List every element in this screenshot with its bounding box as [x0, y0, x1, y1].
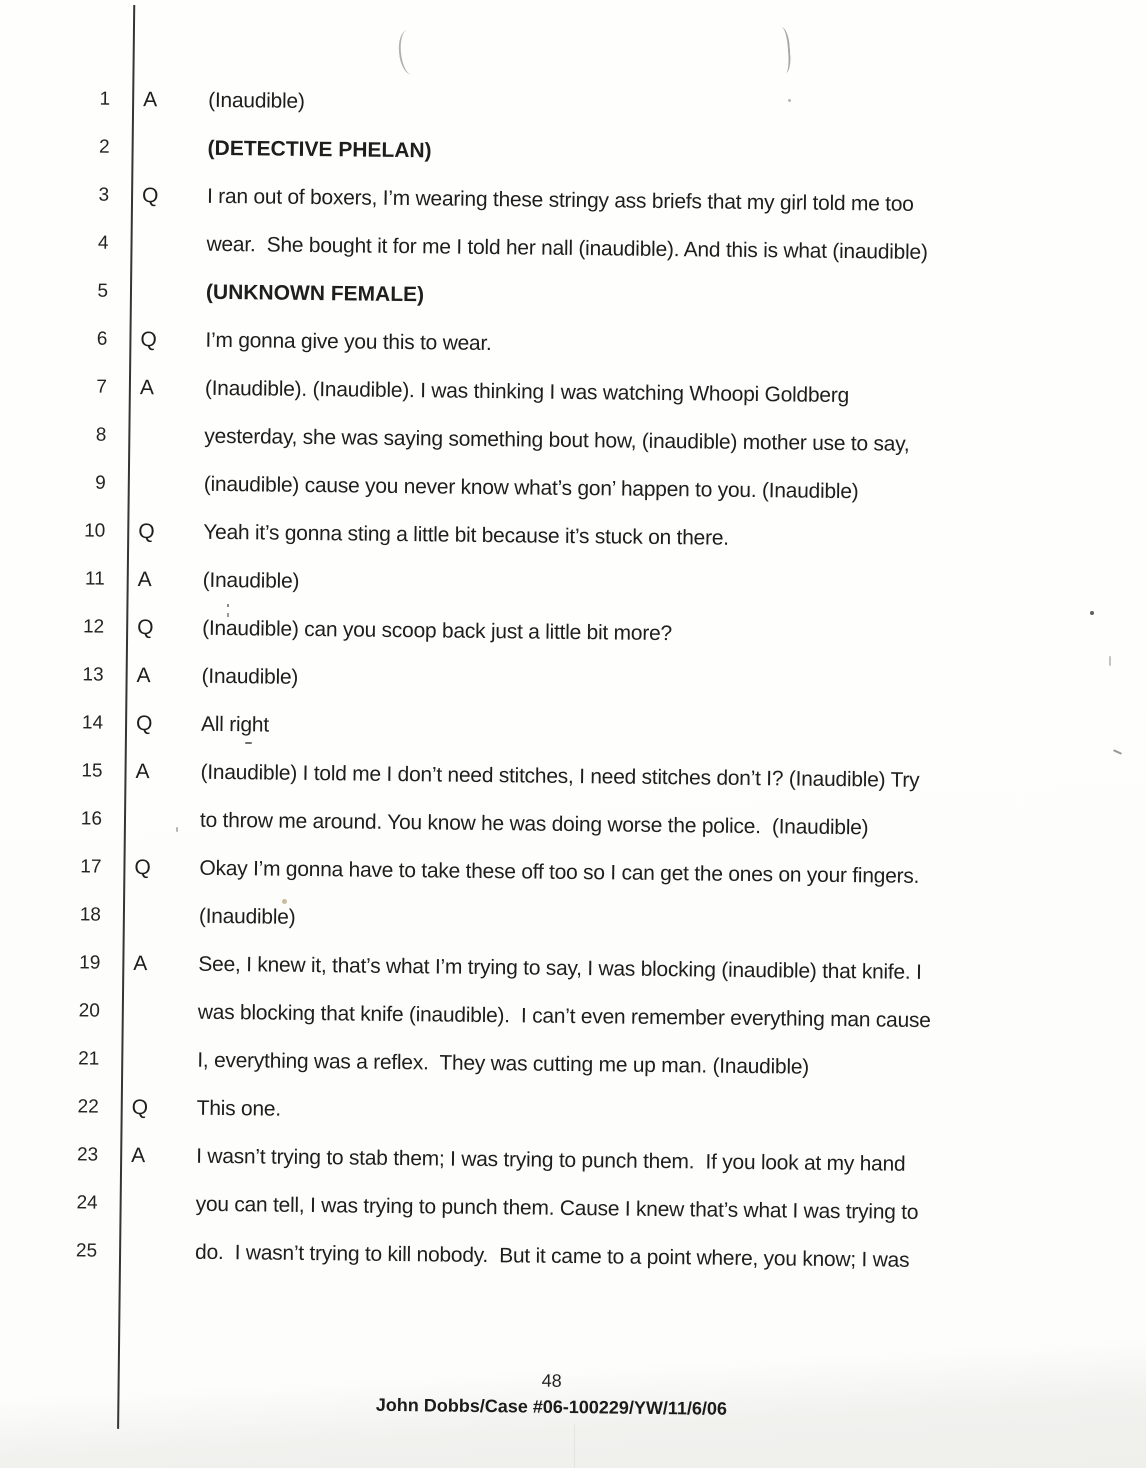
line-text: See, I knew it, that’s what I’m trying to say, I was blocking (inaudible) that knife. I	[198, 952, 922, 984]
line-number: 17	[80, 856, 102, 878]
line-number: 21	[78, 1048, 100, 1070]
footer-case-line: John Dobbs/Case #06-100229/YW/11/6/06	[375, 1394, 728, 1419]
line-text: (Inaudible)	[201, 664, 299, 689]
line-number: 24	[76, 1192, 98, 1214]
line-number: 9	[95, 472, 106, 494]
line-text: Okay I’m gonna have to take these off too so I can get the ones on your fingers.	[199, 856, 920, 888]
line-text: you can tell, I was trying to punch them. Cause I knew that’s what I was trying to	[195, 1192, 919, 1224]
scan-speck	[282, 899, 287, 904]
line-text: (UNKNOWN FEMALE)	[205, 280, 425, 307]
line-text: (Inaudible)	[202, 568, 300, 593]
line-number: 13	[82, 664, 104, 686]
scan-speck	[245, 742, 252, 744]
speaker-label: A	[143, 88, 158, 112]
speaker-label: Q	[135, 712, 153, 736]
line-number: 16	[80, 808, 103, 830]
line-text: I ran out of boxers, I’m wearing these stringy ass briefs that my girl told me too	[206, 184, 914, 216]
page-footer	[0, 1361, 1125, 1426]
speaker-label: A	[135, 760, 150, 784]
line-number: 15	[81, 760, 103, 782]
line-number: 22	[77, 1096, 99, 1118]
line-text: (Inaudible)	[198, 904, 296, 929]
speaker-label: Q	[131, 1096, 149, 1120]
line-number: 6	[96, 328, 108, 350]
line-text: All right	[200, 712, 269, 737]
line-number: 8	[95, 424, 107, 446]
scan-crease	[574, 1424, 575, 1468]
line-text: (Inaudible) can you scoop back just a little bit more?	[202, 616, 673, 646]
line-number: 11	[84, 568, 105, 590]
line-text: yesterday, she was saying something bout how, (inaudible) mother use to say,	[204, 424, 910, 456]
line-text: was blocking that knife (inaudible). I can’t even remember everything man cause	[197, 1000, 931, 1033]
speaker-label: Q	[138, 520, 155, 544]
page-number: 48	[541, 1370, 562, 1391]
transcript-rows	[0, 75, 1146, 1288]
line-number: 18	[79, 904, 102, 926]
speaker-label: A	[137, 568, 152, 592]
line-text: I, everything was a reflex. They was cutting me up man. (Inaudible)	[197, 1048, 810, 1079]
speaker-label: A	[131, 1144, 146, 1168]
line-number: 20	[78, 1000, 100, 1022]
scan-speck	[788, 99, 791, 102]
line-text: (inaudible) cause you never know what’s gon’ happen to you. (Inaudible)	[203, 472, 859, 504]
line-number: 25	[75, 1240, 98, 1262]
line-text: (Inaudible)	[208, 88, 305, 113]
line-number: 10	[84, 520, 106, 542]
line-text: I wasn’t trying to stab them; I was trying to punch them. If you look at my hand	[196, 1144, 906, 1176]
line-number: 4	[97, 232, 109, 254]
line-text: (Inaudible) I told me I don’t need stitches, I need stitches don’t I? (Inaudible) Try	[200, 760, 920, 792]
speaker-label: Q	[140, 328, 157, 352]
line-number: 1	[99, 88, 111, 110]
line-text: wear. She bought it for me I told her nall (inaudible). And this is what (inaudible)	[206, 232, 928, 264]
line-number: 3	[98, 184, 110, 206]
line-number: 5	[97, 280, 109, 302]
line-text: to throw me around. You know he was doing worse the police. (Inaudible)	[199, 808, 869, 840]
scan-speck	[1090, 611, 1094, 615]
speaker-label: Q	[137, 616, 154, 640]
scan-speck	[176, 827, 178, 832]
scan-speck	[227, 604, 229, 617]
line-number: 7	[96, 376, 108, 398]
line-text: I’m gonna give you this to wear.	[205, 328, 492, 356]
line-number: 19	[79, 952, 101, 974]
line-number: 14	[81, 712, 104, 734]
speaker-label: A	[133, 952, 148, 976]
line-text: (DETECTIVE PHELAN)	[207, 136, 432, 163]
line-text: (Inaudible). (Inaudible). I was thinking I was watching Whoopi Goldberg	[204, 376, 850, 408]
speaker-label: A	[139, 376, 155, 400]
line-text: do. I wasn’t trying to kill nobody. But it came to a point where, you know; I was	[194, 1240, 910, 1272]
line-text: Yeah it’s gonna sting a little bit because it’s stuck on there.	[203, 520, 729, 550]
speaker-label: A	[136, 664, 151, 688]
line-number: 2	[98, 136, 110, 158]
scan-speck	[1109, 656, 1111, 666]
line-number: 12	[82, 616, 105, 638]
speaker-label: Q	[134, 856, 151, 880]
line-number: 23	[76, 1144, 99, 1166]
line-text: This one.	[196, 1096, 281, 1121]
speaker-label: Q	[141, 184, 159, 208]
